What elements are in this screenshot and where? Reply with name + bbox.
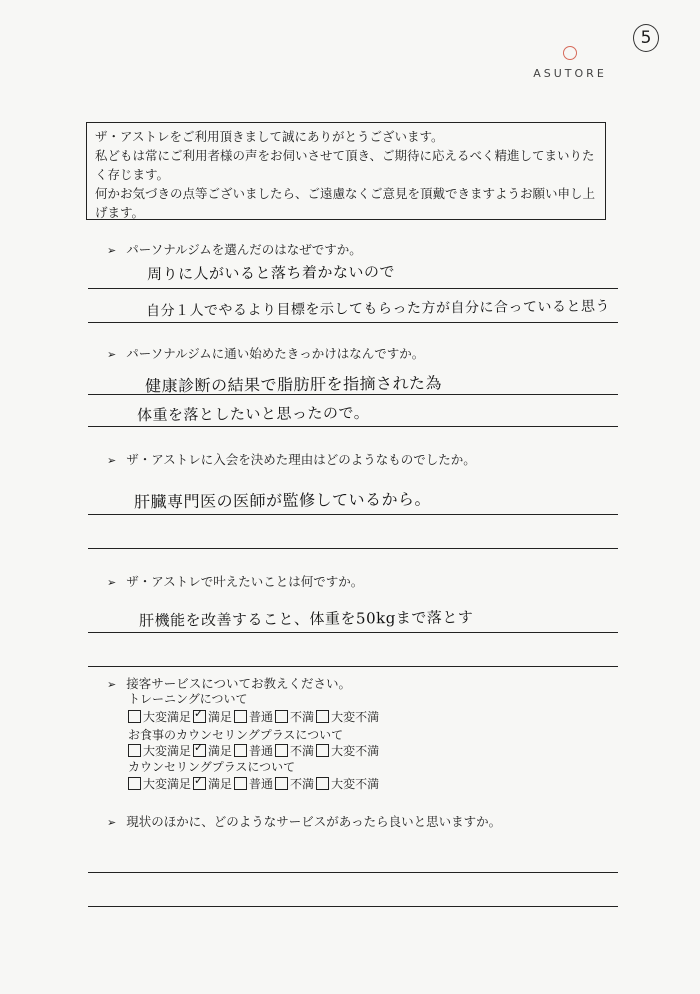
service-item-label: カウンセリングプラスについて xyxy=(128,760,296,774)
question-text: 接客サービスについてお教えください。 xyxy=(126,676,351,691)
arrow-icon: ➢ xyxy=(107,816,117,829)
logo-mark-icon xyxy=(563,46,577,60)
checkbox[interactable] xyxy=(128,744,141,757)
checkbox-checked[interactable] xyxy=(193,710,206,723)
arrow-icon: ➢ xyxy=(107,244,117,257)
rating-options xyxy=(128,775,381,792)
question-3 xyxy=(107,450,476,468)
answer-handwriting: 周りに人がいると落ち着かないので xyxy=(146,262,396,284)
answer-line xyxy=(88,288,618,289)
option-label: 大変不満 xyxy=(331,777,380,791)
option-label: 満足 xyxy=(208,777,233,791)
question-4 xyxy=(107,572,363,590)
service-item-label: トレーニングについて xyxy=(128,692,248,706)
question-text: 現状のほかに、どのようなサービスがあったら良いと思いますか。 xyxy=(126,814,502,829)
checkbox-checked[interactable] xyxy=(193,777,206,790)
answer-line xyxy=(88,394,618,395)
checkbox[interactable] xyxy=(316,777,329,790)
rating-options xyxy=(128,708,381,725)
checkbox[interactable] xyxy=(316,744,329,757)
question-text: パーソナルジムを選んだのはなぜですか。 xyxy=(126,242,362,257)
option-label: 普通 xyxy=(249,777,274,791)
answer-handwriting: 体重を落としたいと思ったので。 xyxy=(136,403,370,425)
checkbox[interactable] xyxy=(275,744,288,757)
option-label: 満足 xyxy=(208,710,233,724)
notice-line: げます。 xyxy=(95,205,145,220)
arrow-icon: ➢ xyxy=(107,678,117,691)
answer-line xyxy=(88,872,618,873)
checkbox[interactable] xyxy=(128,777,141,790)
checkbox[interactable] xyxy=(275,710,288,723)
option-label: 不満 xyxy=(290,710,315,724)
arrow-icon: ➢ xyxy=(107,348,117,361)
option-label: 大変満足 xyxy=(143,777,192,791)
checkbox[interactable] xyxy=(234,777,247,790)
checkbox[interactable] xyxy=(316,710,329,723)
notice-line: ザ・アストレをご利用頂きまして誠にありがとうございます。 xyxy=(95,129,444,144)
notice-box xyxy=(86,122,606,220)
logo-text: ASUTORE xyxy=(533,67,607,80)
answer-line xyxy=(88,514,618,515)
arrow-icon: ➢ xyxy=(107,454,117,467)
option-label: 大変不満 xyxy=(331,710,380,724)
option-label: 不満 xyxy=(290,777,315,791)
question-2 xyxy=(107,344,424,362)
answer-line xyxy=(88,548,618,549)
question-text: パーソナルジムに通い始めたきっかけはなんですか。 xyxy=(126,346,425,361)
notice-line: く存じます。 xyxy=(95,167,170,182)
answer-line xyxy=(88,322,618,323)
option-label: 満足 xyxy=(208,744,233,758)
option-label: 普通 xyxy=(249,710,274,724)
page-number: 5 xyxy=(633,24,659,52)
answer-handwriting: 肝臓専門医の医師が監修しているから。 xyxy=(133,489,432,512)
question-text: ザ・アストレに入会を決めた理由はどのようなものでしたか。 xyxy=(126,452,476,467)
option-label: 普通 xyxy=(249,744,274,758)
answer-handwriting: 肝機能を改善すること、体重を50kgまで落とす xyxy=(138,608,474,630)
option-label: 不満 xyxy=(290,744,315,758)
answer-handwriting: 自分１人でやるより目標を示してもらった方が自分に合っていると思う xyxy=(145,298,611,320)
checkbox[interactable] xyxy=(128,710,141,723)
checkbox[interactable] xyxy=(234,710,247,723)
service-item-label: お食事のカウンセリングプラスについて xyxy=(128,728,344,742)
rating-options xyxy=(128,742,381,759)
question-1 xyxy=(107,240,362,258)
question-6 xyxy=(107,812,501,830)
option-label: 大変満足 xyxy=(143,744,192,758)
question-text: ザ・アストレで叶えたいことは何ですか。 xyxy=(126,574,364,589)
notice-line: 私どもは常にご利用者様の声をお伺いさせて頂き、ご期待に応えるべく精進してまいりた xyxy=(95,148,595,163)
notice-line: 何かお気づきの点等ございましたら、ご遠慮なくご意見を頂戴できますようお願い申し上 xyxy=(95,186,596,201)
arrow-icon: ➢ xyxy=(107,576,117,589)
answer-handwriting: 健康診断の結果で脂肪肝を指摘された為 xyxy=(144,373,443,396)
checkbox[interactable] xyxy=(275,777,288,790)
answer-line xyxy=(88,666,618,667)
answer-line xyxy=(88,906,618,907)
checkbox[interactable] xyxy=(234,744,247,757)
option-label: 大変満足 xyxy=(143,710,192,724)
brand-logo xyxy=(510,46,630,81)
answer-line xyxy=(88,426,618,427)
checkbox-checked[interactable] xyxy=(193,744,206,757)
answer-line xyxy=(88,632,618,633)
option-label: 大変不満 xyxy=(331,744,380,758)
